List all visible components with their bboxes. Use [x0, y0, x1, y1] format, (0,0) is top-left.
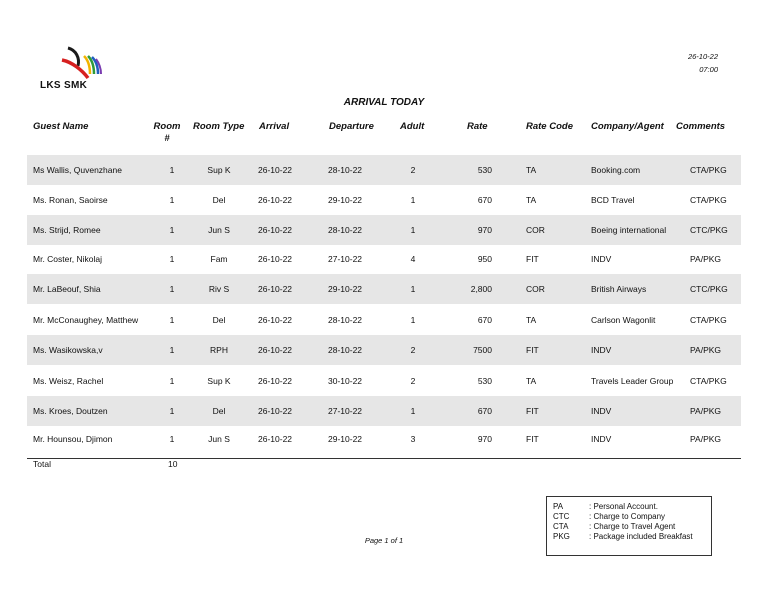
cell-guest: Ms. Wasikowska,v — [33, 345, 103, 355]
cell-rate-code: FIT — [526, 434, 539, 444]
cell-comments: PA/PKG — [690, 254, 722, 264]
legend-code: CTC — [553, 512, 570, 521]
cell-guest: Ms. Strijd, Romee — [33, 225, 101, 235]
cell-rate: 970 — [477, 434, 492, 444]
cell-arrival: 26-10-22 — [258, 284, 293, 294]
cell-rate: 670 — [477, 315, 492, 325]
cell-departure: 28-10-22 — [328, 165, 363, 175]
table-row — [27, 244, 741, 274]
cell-rate-code: TA — [526, 315, 537, 325]
cell-rate-code: COR — [526, 284, 545, 294]
col-header-departure: Departure — [329, 121, 374, 132]
col-header-arrival: Arrival — [259, 121, 290, 132]
cell-comments: CTA/PKG — [690, 376, 727, 386]
cell-departure: 29-10-22 — [328, 284, 363, 294]
cell-departure: 29-10-22 — [328, 434, 363, 444]
total-value: 10 — [168, 459, 178, 469]
cell-adult: 2 — [410, 345, 416, 355]
cell-departure: 28-10-22 — [328, 225, 363, 235]
cell-guest: Ms. Ronan, Saoirse — [33, 195, 108, 205]
cell-company: Boeing international — [591, 225, 667, 235]
cell-rate: 950 — [477, 254, 492, 264]
legend-desc: : Personal Account. — [589, 502, 658, 511]
cell-adult: 3 — [410, 434, 416, 444]
cell-rate-code: FIT — [526, 345, 539, 355]
swoosh-logo-icon — [58, 44, 108, 80]
cell-guest: Ms. Kroes, Doutzen — [33, 406, 108, 416]
table-row — [27, 424, 741, 454]
report-datetime — [688, 50, 718, 76]
cell-room: 1 — [169, 225, 175, 235]
cell-departure: 29-10-22 — [328, 195, 363, 205]
cell-adult: 1 — [410, 195, 416, 205]
cell-adult: 1 — [410, 315, 416, 325]
cell-room: 1 — [169, 434, 175, 444]
cell-arrival: 26-10-22 — [258, 406, 293, 416]
cell-comments: CTC/PKG — [690, 284, 728, 294]
cell-rate: 670 — [477, 406, 492, 416]
cell-company: Carlson Wagonlit — [591, 315, 656, 325]
company-logo — [38, 44, 118, 92]
cell-departure: 27-10-22 — [328, 406, 363, 416]
report-date: 26-10-22 — [687, 52, 718, 61]
cell-company: BCD Travel — [591, 195, 635, 205]
col-header-guest: Guest Name — [33, 121, 89, 132]
total-divider — [27, 458, 741, 459]
cell-arrival: 26-10-22 — [258, 165, 293, 175]
cell-adult: 1 — [410, 284, 416, 294]
cell-arrival: 26-10-22 — [258, 254, 293, 264]
cell-comments: CTA/PKG — [690, 315, 727, 325]
total-label: Total — [33, 459, 51, 469]
logo-text: LKS SMK — [40, 80, 88, 91]
cell-room-type: Del — [212, 195, 226, 205]
cell-arrival: 26-10-22 — [258, 376, 293, 386]
report-title: ARRIVAL TODAY — [343, 97, 425, 108]
cell-adult: 2 — [410, 376, 416, 386]
cell-room-type: Riv S — [208, 284, 230, 294]
col-header-room: Room # — [153, 121, 181, 144]
cell-guest: Ms Wallis, Quvenzhane — [33, 165, 122, 175]
legend-item — [553, 522, 705, 532]
table-row — [27, 274, 741, 304]
cell-room-type: Del — [212, 406, 226, 416]
page-number: Page 1 of 1 — [364, 536, 404, 545]
cell-rate-code: TA — [526, 165, 537, 175]
cell-rate-code: FIT — [526, 406, 539, 416]
col-header-adult: Adult — [400, 121, 425, 132]
table-row — [27, 305, 741, 335]
col-header-rate: Rate — [467, 121, 488, 132]
legend-code: CTA — [553, 522, 569, 531]
cell-departure: 30-10-22 — [328, 376, 363, 386]
legend-item — [553, 532, 705, 542]
cell-arrival: 26-10-22 — [258, 225, 293, 235]
cell-comments: PA/PKG — [690, 345, 722, 355]
cell-room-type: Sup K — [207, 376, 231, 386]
cell-departure: 27-10-22 — [328, 254, 363, 264]
cell-guest: Mr. Coster, Nikolaj — [33, 254, 102, 264]
cell-comments: CTA/PKG — [690, 195, 727, 205]
cell-room-type: RPH — [210, 345, 228, 355]
cell-guest: Mr. LaBeouf, Shia — [33, 284, 101, 294]
cell-arrival: 26-10-22 — [258, 195, 293, 205]
col-header-comments: Comments — [676, 121, 726, 132]
cell-rate: 7500 — [473, 345, 492, 355]
cell-room: 1 — [169, 195, 175, 205]
table-row — [27, 335, 741, 365]
cell-adult: 1 — [410, 225, 416, 235]
cell-room-type: Jun S — [208, 434, 230, 444]
table-row — [27, 215, 741, 245]
legend-desc: : Charge to Travel Agent — [589, 522, 676, 531]
cell-rate: 530 — [477, 165, 492, 175]
cell-company: INDV — [591, 434, 612, 444]
cell-company: INDV — [591, 345, 612, 355]
table-row — [27, 366, 741, 396]
cell-company: INDV — [591, 254, 612, 264]
cell-rate-code: FIT — [526, 254, 539, 264]
cell-room: 1 — [169, 315, 175, 325]
cell-room: 1 — [169, 254, 175, 264]
cell-rate: 2,800 — [470, 284, 492, 294]
cell-comments: CTC/PKG — [690, 225, 728, 235]
cell-rate: 530 — [477, 376, 492, 386]
cell-company: British Airways — [591, 284, 647, 294]
cell-comments: PA/PKG — [690, 406, 722, 416]
cell-adult: 4 — [410, 254, 416, 264]
cell-rate-code: COR — [526, 225, 545, 235]
cell-adult: 2 — [410, 165, 416, 175]
cell-guest: Mr. McConaughey, Matthew — [33, 315, 139, 325]
cell-arrival: 26-10-22 — [258, 315, 293, 325]
cell-company: Booking.com — [591, 165, 641, 175]
col-header-rate-code: Rate Code — [526, 121, 573, 132]
cell-company: INDV — [591, 406, 612, 416]
table-row — [27, 155, 741, 185]
table-row — [27, 396, 741, 426]
cell-comments: CTA/PKG — [690, 165, 727, 175]
legend-item — [553, 502, 705, 512]
col-header-room-type: Room Type — [193, 121, 245, 132]
cell-room-type: Sup K — [207, 165, 231, 175]
cell-room: 1 — [169, 165, 175, 175]
cell-comments: PA/PKG — [690, 434, 722, 444]
cell-room: 1 — [169, 376, 175, 386]
cell-room: 1 — [169, 406, 175, 416]
cell-rate: 670 — [477, 195, 492, 205]
legend-desc: : Charge to Company — [589, 512, 666, 521]
cell-adult: 1 — [410, 406, 416, 416]
cell-departure: 28-10-22 — [328, 345, 363, 355]
legend-code: PA — [553, 502, 564, 511]
legend-code: PKG — [553, 532, 570, 541]
cell-room-type: Del — [212, 315, 226, 325]
legend-box — [546, 496, 712, 556]
legend-item — [553, 512, 705, 522]
table-row — [27, 185, 741, 215]
cell-rate-code: TA — [526, 376, 537, 386]
cell-room-type: Fam — [210, 254, 228, 264]
cell-room: 1 — [169, 284, 175, 294]
report-time: 07:00 — [699, 65, 718, 74]
cell-rate: 970 — [477, 225, 492, 235]
cell-room: 1 — [169, 345, 175, 355]
cell-departure: 28-10-22 — [328, 315, 363, 325]
cell-arrival: 26-10-22 — [258, 345, 293, 355]
cell-room-type: Jun S — [208, 225, 230, 235]
cell-arrival: 26-10-22 — [258, 434, 293, 444]
cell-guest: Mr. Hounsou, Djimon — [33, 434, 113, 444]
cell-guest: Ms. Weisz, Rachel — [33, 376, 104, 386]
legend-desc: : Package included Breakfast — [589, 532, 693, 541]
cell-rate-code: TA — [526, 195, 537, 205]
cell-company: Travels Leader Group — [591, 376, 674, 386]
col-header-company: Company/Agent — [591, 121, 664, 132]
